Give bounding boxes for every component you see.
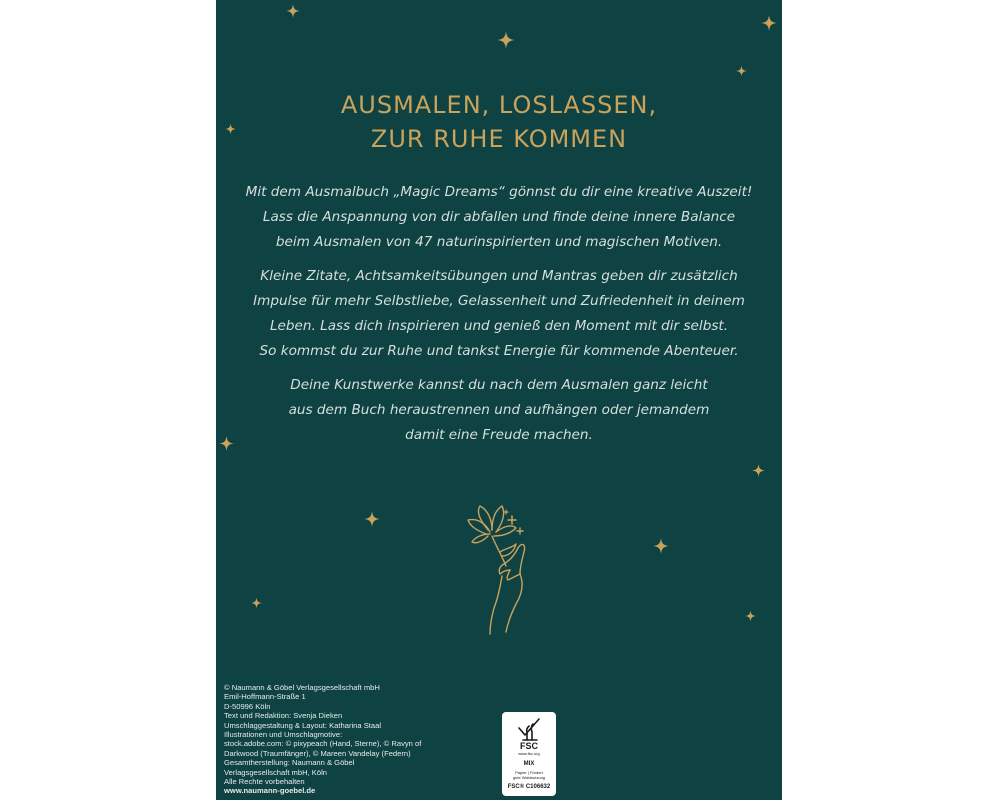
publisher-website: www.naumann-goebel.de	[224, 786, 316, 796]
sparkle-star-icon	[745, 610, 756, 622]
sparkle-star-icon	[736, 65, 747, 77]
blurb	[236, 180, 762, 457]
fsc-license-code: FSC® C106632	[507, 784, 551, 790]
hand-holding-flower-icon	[458, 500, 548, 640]
imprint-line: Alle Rechte vorbehalten	[224, 777, 305, 787]
headline-line: AUSMALEN, LOSLASSEN,	[340, 91, 658, 119]
back-cover	[216, 0, 782, 800]
fsc-name: FSC	[520, 741, 538, 751]
imprint-line: Emil-Hoffmann-Straße 1	[224, 692, 306, 702]
blurb-paragraph	[236, 373, 762, 448]
fsc-url: www.fsc.org	[518, 751, 540, 756]
blurb-line: So kommst du zur Ruhe und tankst Energie für kommende Abenteuer.	[259, 343, 739, 359]
imprint-line: Text und Redaktion: Svenja Dieken	[224, 711, 343, 721]
imprint-line: Umschlaggestaltung & Layout: Katharina Staal	[224, 720, 382, 730]
blurb-line: Mit dem Ausmalbuch „Magic Dreams“ gönnst du dir eine kreative Auszeit!	[245, 184, 753, 200]
blurb-line: Kleine Zitate, Achtsamkeitsübungen und Mantras geben dir zusätzlich	[260, 268, 738, 284]
imprint-line: Darkwood (Traumfänger), © Mareen Vandelay (Federn)	[224, 748, 411, 758]
imprint-line: Illustrationen und Umschlagmotive:	[224, 730, 343, 740]
sparkle-star-icon	[219, 435, 234, 452]
fsc-description-line: gute Waldnutzung	[512, 775, 546, 780]
fsc-mix-label: MIX	[523, 761, 535, 767]
imprint-line: Verlagsgesellschaft mbH, Köln	[224, 767, 327, 777]
sparkle-star-icon	[653, 537, 669, 555]
blurb-paragraph	[236, 264, 762, 364]
sparkle-star-icon	[761, 14, 777, 32]
headline-line: ZUR RUHE KOMMEN	[370, 125, 628, 153]
imprint-line: Gesamtherstellung: Naumann & Göbel	[224, 758, 355, 768]
imprint-line: stock.adobe.com: © pixypeach (Hand, Sterne), © Ravyn of	[224, 739, 422, 749]
cover-headline	[216, 88, 782, 156]
sparkle-star-icon	[752, 463, 765, 478]
fsc-description	[502, 770, 556, 780]
sparkle-star-icon	[364, 510, 380, 528]
blurb-line: Lass die Anspannung von dir abfallen und finde deine innere Balance	[262, 209, 736, 225]
imprint-line: D-50996 Köln	[224, 701, 271, 711]
blurb-line: Deine Kunstwerke kannst du nach dem Ausmalen ganz leicht	[290, 377, 708, 393]
fsc-label	[502, 712, 556, 796]
sparkle-star-icon	[251, 597, 262, 609]
sparkle-star-icon	[286, 3, 300, 19]
imprint-line: © Naumann & Göbel Verlagsgesellschaft mbH	[224, 683, 380, 692]
imprint	[224, 683, 484, 796]
blurb-line: damit eine Freude machen.	[405, 427, 593, 443]
blurb-paragraph	[236, 180, 762, 255]
blurb-line: beim Ausmalen von 47 naturinspirierten und magischen Motiven.	[275, 234, 723, 250]
sparkle-star-icon	[497, 30, 515, 50]
blurb-line: Leben. Lass dich inspirieren und genieß den Moment mit dir selbst.	[269, 318, 729, 334]
blurb-line: aus dem Buch heraustrennen und aufhängen oder jemandem	[288, 402, 710, 418]
blurb-line: Impulse für mehr Selbstliebe, Gelassenheit und Zufriedenheit in deinem	[253, 293, 745, 309]
fsc-description-line: Papier | Fördert	[515, 770, 543, 775]
